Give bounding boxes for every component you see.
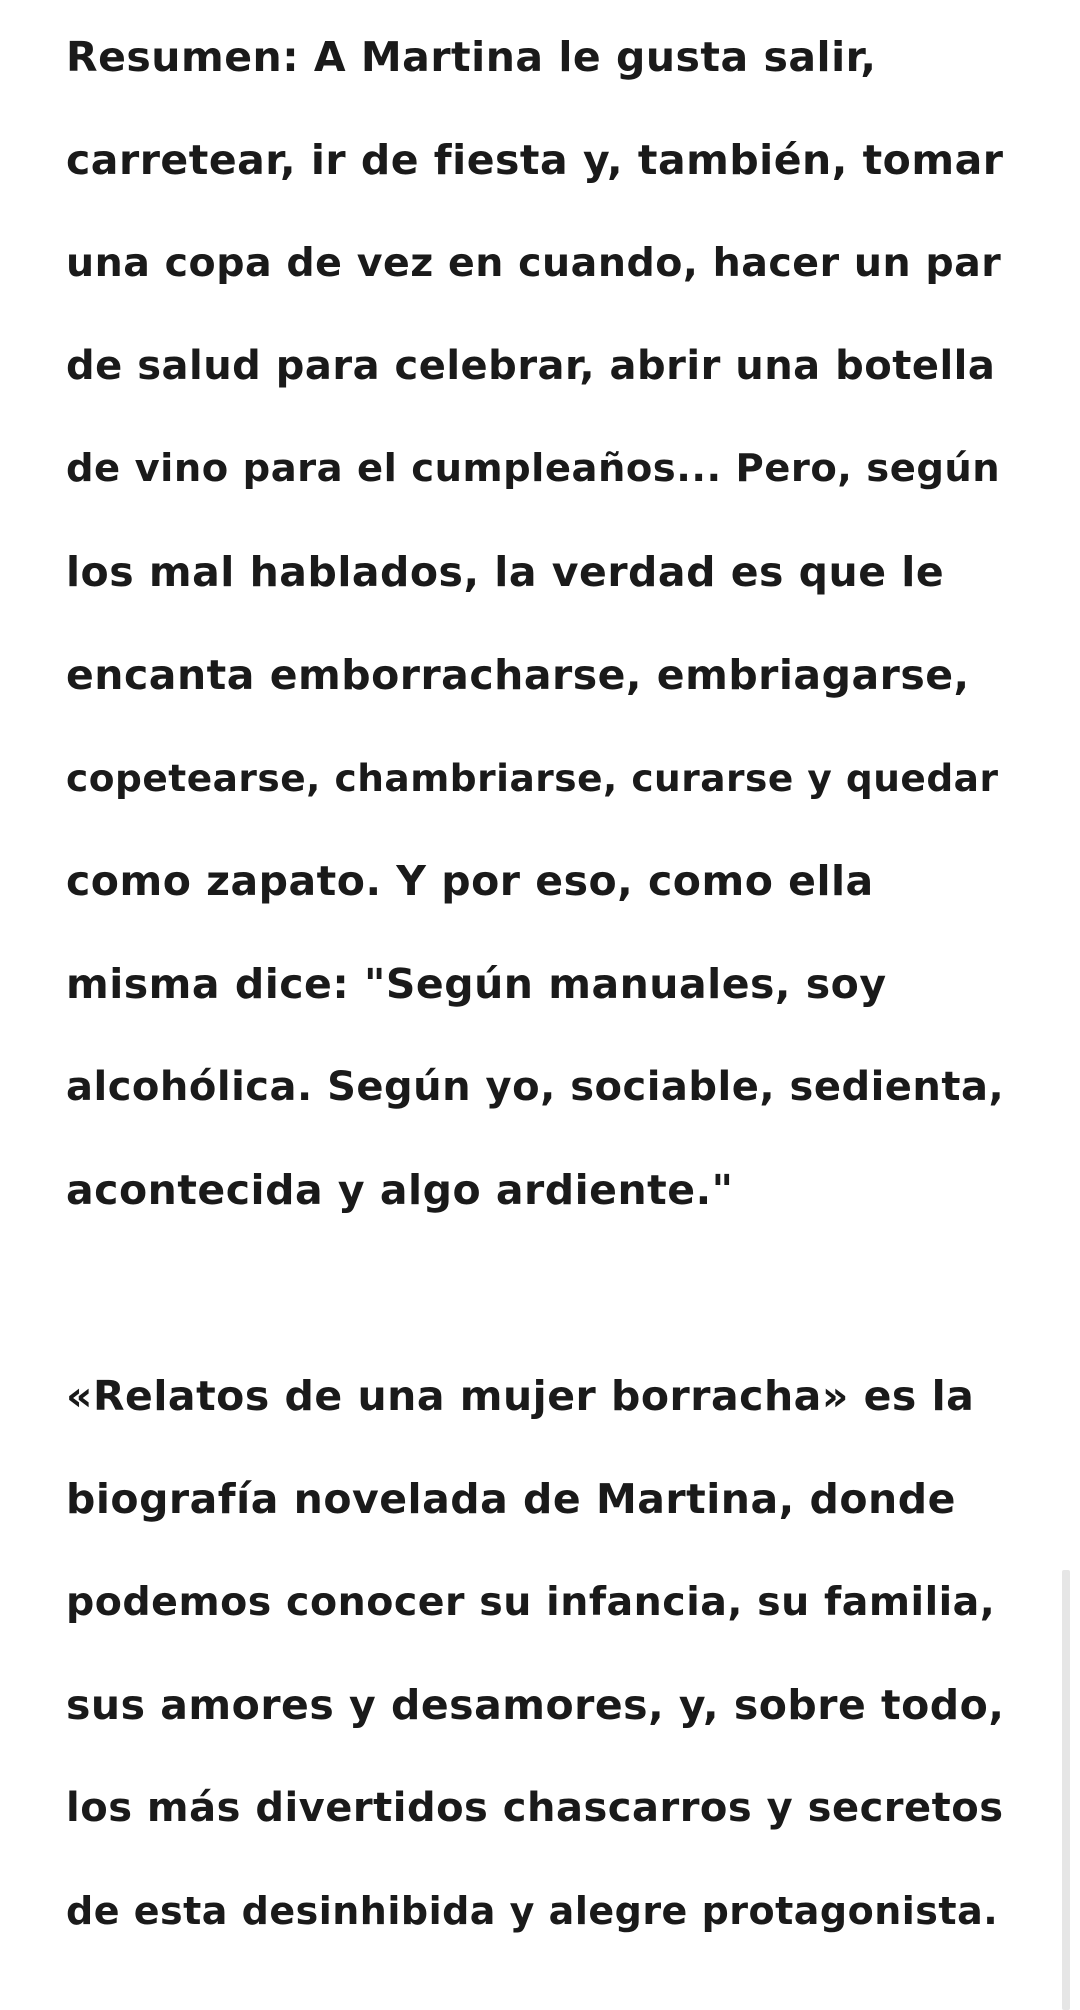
description-paragraph: [66, 1363, 1006, 1981]
paragraph-spacer: [66, 1260, 1006, 1363]
text-content: [66, 24, 1006, 1981]
summary-paragraph: [66, 24, 1006, 1260]
text-line: encanta emborracharse, embriagarse,: [66, 651, 970, 699]
text-line: misma dice: "Según manuales, soy: [66, 960, 887, 1008]
text-line: de esta desinhibida y alegre protagonista.: [66, 1889, 999, 1933]
text-line: alcohólica. Según yo, sociable, sedienta,: [66, 1064, 1005, 1110]
text-line: de vino para el cumpleaños... Pero, según: [66, 446, 1001, 491]
text-line: copetearse, chambriarse, curarse y quedar: [66, 756, 999, 800]
text-line: «Relatos de una mujer borracha» es la: [66, 1372, 975, 1420]
text-line: acontecida y algo ardiente.": [66, 1166, 734, 1214]
text-line: los mal hablados, la verdad es que le: [66, 548, 945, 596]
text-line: como zapato. Y por eso, como ella: [66, 857, 874, 905]
text-line: de salud para celebrar, abrir una botella: [66, 343, 996, 389]
vertical-scrollbar[interactable]: [1062, 1570, 1070, 2010]
text-line: Resumen: A Martina le gusta salir,: [66, 33, 877, 81]
text-line: podemos conocer su infancia, su familia,: [66, 1579, 996, 1625]
text-line: carretear, ir de fiesta y, también, tomar: [66, 136, 1004, 184]
text-line: una copa de vez en cuando, hacer un par: [66, 240, 1002, 286]
text-line: los más divertidos chascarros y secretos: [66, 1785, 1004, 1831]
text-line: biografía novelada de Martina, donde: [66, 1475, 956, 1523]
text-line: sus amores y desamores, y, sobre todo,: [66, 1681, 1005, 1729]
